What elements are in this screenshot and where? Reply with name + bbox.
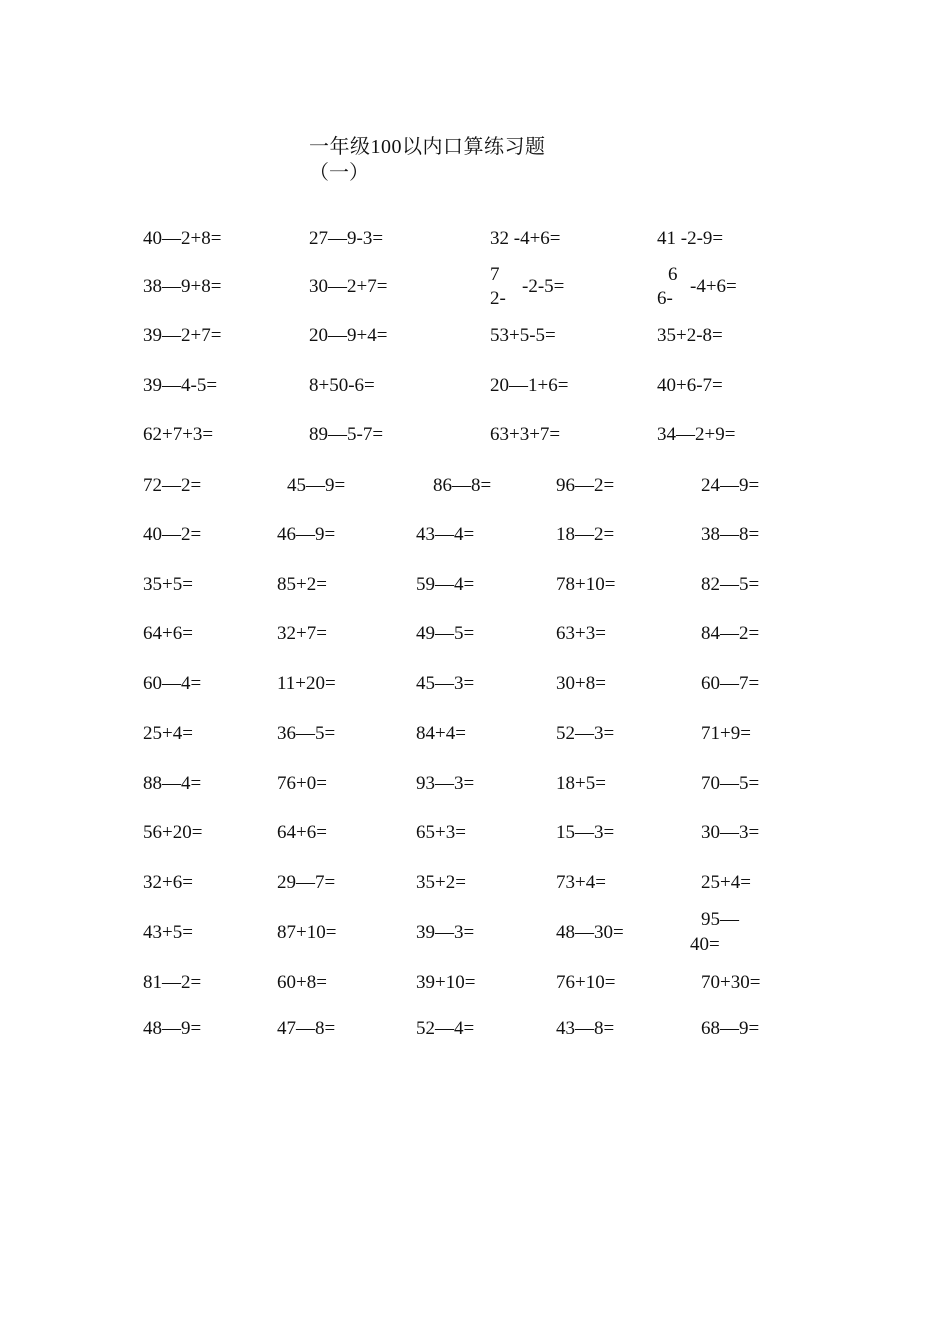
problem: 45—9= xyxy=(287,475,346,496)
page-subtitle: （一） xyxy=(309,162,369,184)
problem: 60+8= xyxy=(277,972,327,993)
problem: 30—3= xyxy=(701,822,760,843)
problem: 48—9= xyxy=(143,1018,202,1039)
problem: 15—3= xyxy=(556,822,615,843)
problem: 71+9= xyxy=(701,723,751,744)
problem: 56+20= xyxy=(143,822,203,843)
problem: 35+2-8= xyxy=(657,325,723,346)
problem: 48—30= xyxy=(556,922,624,943)
problem: 39—2+7= xyxy=(143,325,222,346)
problem: 38—9+8= xyxy=(143,276,222,297)
problem: 76+10= xyxy=(556,972,616,993)
problem: 68—9= xyxy=(701,1018,760,1039)
problem: 47—8= xyxy=(277,1018,336,1039)
problem: 53+5-5= xyxy=(490,325,556,346)
problem: 65+3= xyxy=(416,822,466,843)
problem: 39—4-5= xyxy=(143,375,218,396)
problem: 82—5= xyxy=(701,574,760,595)
problem: 60—4= xyxy=(143,673,202,694)
problem-split-top: 7 xyxy=(490,264,500,285)
problem: 32+7= xyxy=(277,623,327,644)
page-title: 一年级100以内口算练习题 xyxy=(309,136,546,158)
problem-wrap-bottom: 40= xyxy=(690,934,720,955)
problem: 84+4= xyxy=(416,723,466,744)
problem-split-top: 6 xyxy=(668,264,678,285)
problem: 89—5-7= xyxy=(309,424,384,445)
problem: 29—7= xyxy=(277,872,336,893)
problem: 36—5= xyxy=(277,723,336,744)
problem: 87+10= xyxy=(277,922,337,943)
problem: 96—2= xyxy=(556,475,615,496)
problem: 11+20= xyxy=(277,673,336,694)
problem: 40—2+8= xyxy=(143,228,222,249)
problem: 24—9= xyxy=(701,475,760,496)
problem: 20—1+6= xyxy=(490,375,569,396)
problem: 27—9-3= xyxy=(309,228,384,249)
problem: 81—2= xyxy=(143,972,202,993)
problem: 52—3= xyxy=(556,723,615,744)
problem: 70+30= xyxy=(701,972,761,993)
problem: 35+2= xyxy=(416,872,466,893)
problem: 73+4= xyxy=(556,872,606,893)
problem: 45—3= xyxy=(416,673,475,694)
problem: 43—8= xyxy=(556,1018,615,1039)
problem: 30+8= xyxy=(556,673,606,694)
problem: 25+4= xyxy=(701,872,751,893)
problem: 34—2+9= xyxy=(657,424,736,445)
problem: 35+5= xyxy=(143,574,193,595)
problem: 20—9+4= xyxy=(309,325,388,346)
problem: 46—9= xyxy=(277,524,336,545)
problem: 8+50-6= xyxy=(309,375,375,396)
problem: 40—2= xyxy=(143,524,202,545)
problem: -4+6= xyxy=(690,276,737,297)
problem: -2-5= xyxy=(522,276,565,297)
problem: 64+6= xyxy=(143,623,193,644)
problem: 38—8= xyxy=(701,524,760,545)
problem: 72—2= xyxy=(143,475,202,496)
problem: 70—5= xyxy=(701,773,760,794)
problem-split-bottom: 6- xyxy=(657,288,673,309)
problem: 76+0= xyxy=(277,773,327,794)
problem: 40+6-7= xyxy=(657,375,723,396)
problem: 86—8= xyxy=(433,475,492,496)
problem: 32 -4+6= xyxy=(490,228,561,249)
problem: 62+7+3= xyxy=(143,424,214,445)
problem: 85+2= xyxy=(277,574,327,595)
problem: 30—2+7= xyxy=(309,276,388,297)
problem: 39+10= xyxy=(416,972,476,993)
problem: 43—4= xyxy=(416,524,475,545)
problem: 25+4= xyxy=(143,723,193,744)
problem-split-bottom: 2- xyxy=(490,288,506,309)
problem: 88—4= xyxy=(143,773,202,794)
problem: 41 -2-9= xyxy=(657,228,724,249)
problem: 18+5= xyxy=(556,773,606,794)
problem: 84—2= xyxy=(701,623,760,644)
problem: 78+10= xyxy=(556,574,616,595)
problem: 63+3+7= xyxy=(490,424,561,445)
problem: 93—3= xyxy=(416,773,475,794)
problem: 63+3= xyxy=(556,623,606,644)
problem: 59—4= xyxy=(416,574,475,595)
problem: 52—4= xyxy=(416,1018,475,1039)
problem: 64+6= xyxy=(277,822,327,843)
problem-wrap-top: 95— xyxy=(701,909,739,930)
problem: 18—2= xyxy=(556,524,615,545)
problem: 43+5= xyxy=(143,922,193,943)
problem: 49—5= xyxy=(416,623,475,644)
problem: 60—7= xyxy=(701,673,760,694)
problem: 39—3= xyxy=(416,922,475,943)
problem: 32+6= xyxy=(143,872,193,893)
